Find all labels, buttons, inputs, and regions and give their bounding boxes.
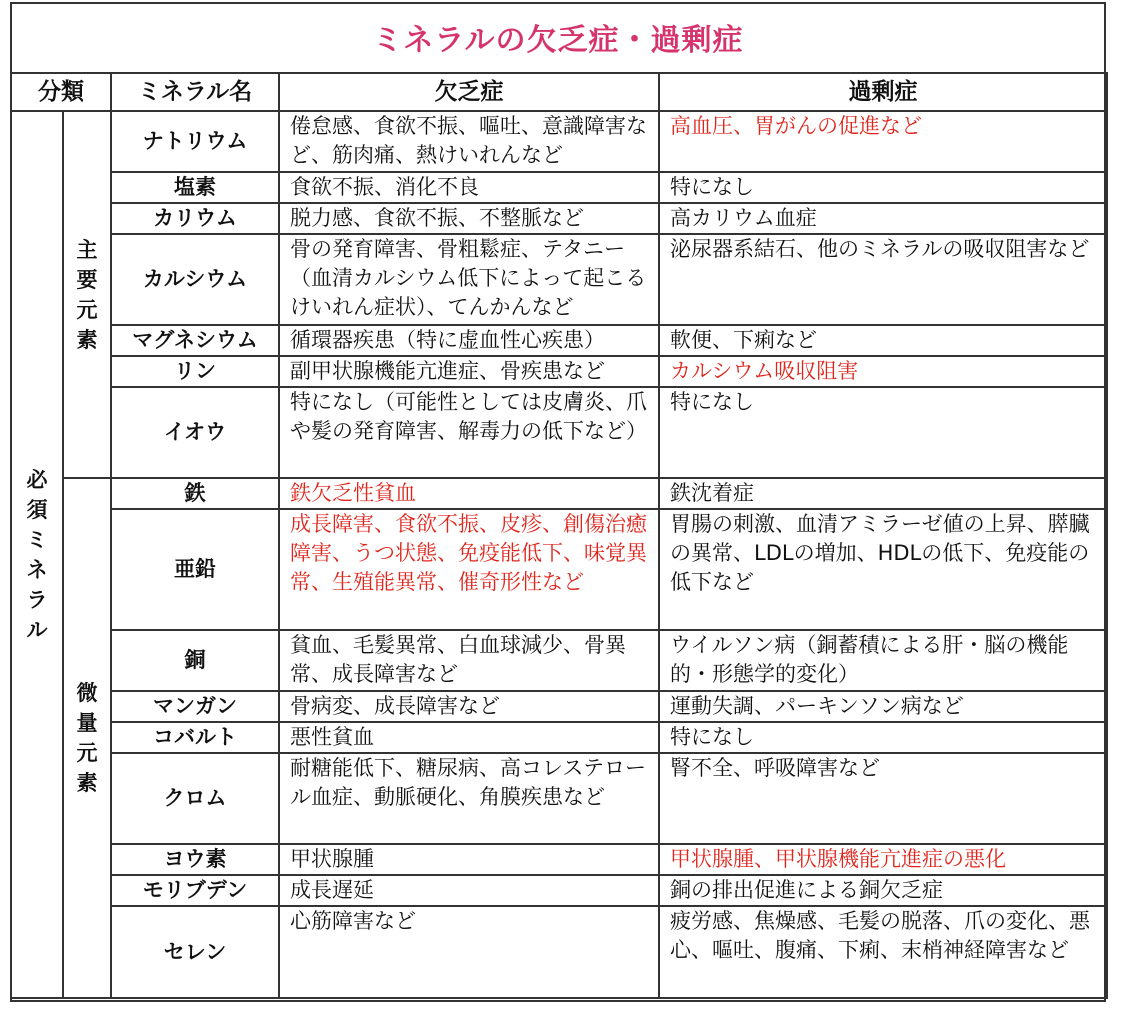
excess-cell: カルシウム吸収阻害 (659, 356, 1107, 387)
excess-cell: 特になし (659, 387, 1107, 478)
table-row (11, 111, 1107, 172)
excess-cell: 特になし (659, 172, 1107, 203)
mineral-table (10, 72, 1108, 999)
mineral-name: マグネシウム (111, 325, 279, 356)
excess-cell: ウイルソン病（銅蓄積による肝・脳の機能的・形態学的変化） (659, 630, 1107, 691)
excess-cell: 鉄沈着症 (659, 478, 1107, 509)
table-row (11, 844, 1107, 875)
deficiency-cell: 心筋障害など (279, 906, 659, 998)
table-row (11, 478, 1107, 509)
header-deficiency: 欠乏症 (279, 73, 659, 111)
deficiency-cell: 脱力感、食欲不振、不整脈など (279, 203, 659, 234)
excess-cell: 高血圧、胃がんの促進など (659, 111, 1107, 172)
excess-cell: 甲状腺腫、甲状腺機能亢進症の悪化 (659, 844, 1107, 875)
table-row (11, 509, 1107, 630)
deficiency-cell: 成長遅延 (279, 875, 659, 906)
table-row (11, 875, 1107, 906)
table-row (11, 172, 1107, 203)
mineral-name: イオウ (111, 387, 279, 478)
mineral-name: カリウム (111, 203, 279, 234)
excess-cell: 疲労感、焦燥感、毛髪の脱落、爪の変化、悪心、嘔吐、腹痛、下痢、末梢神経障害など (659, 906, 1107, 998)
deficiency-cell: 倦怠感、食欲不振、嘔吐、意識障害など、筋肉痛、熱けいれんなど (279, 111, 659, 172)
mineral-name: 鉄 (111, 478, 279, 509)
deficiency-cell: 貧血、毛髪異常、白血球減少、骨異常、成長障害など (279, 630, 659, 691)
mineral-name: コバルト (111, 722, 279, 753)
excess-cell: 銅の排出促進による銅欠乏症 (659, 875, 1107, 906)
table-row (11, 325, 1107, 356)
table-row (11, 234, 1107, 325)
excess-cell: 腎不全、呼吸障害など (659, 753, 1107, 844)
table-row (11, 203, 1107, 234)
header-excess: 過剰症 (659, 73, 1107, 111)
excess-cell: 特になし (659, 722, 1107, 753)
mineral-name: ヨウ素 (111, 844, 279, 875)
mineral-name: 塩素 (111, 172, 279, 203)
deficiency-cell: 悪性貧血 (279, 722, 659, 753)
group-essential: 必須ミネラル (11, 111, 63, 998)
table-row (11, 753, 1107, 844)
header-category: 分類 (11, 73, 111, 111)
deficiency-cell: 副甲状腺機能亢進症、骨疾患など (279, 356, 659, 387)
mineral-name: クロム (111, 753, 279, 844)
table-row (11, 387, 1107, 478)
deficiency-cell: 骨病変、成長障害など (279, 691, 659, 722)
deficiency-cell: 甲状腺腫 (279, 844, 659, 875)
table-row (11, 722, 1107, 753)
mineral-name: カルシウム (111, 234, 279, 325)
table-row (11, 356, 1107, 387)
deficiency-cell: 食欲不振、消化不良 (279, 172, 659, 203)
table-row (11, 630, 1107, 691)
page-title: ミネラルの欠乏症・過剰症 (372, 23, 744, 58)
header-mineral: ミネラル名 (111, 73, 279, 111)
group-major: 主要元素 (63, 111, 111, 478)
excess-cell: 運動失調、パーキンソン病など (659, 691, 1107, 722)
deficiency-cell: 特になし（可能性としては皮膚炎、爪や髪の発育障害、解毒力の低下など） (279, 387, 659, 478)
header-row (11, 73, 1107, 111)
excess-cell: 泌尿器系結石、他のミネラルの吸収阻害など (659, 234, 1107, 325)
mineral-name: セレン (111, 906, 279, 998)
mineral-name: 亜鉛 (111, 509, 279, 630)
mineral-name: ナトリウム (111, 111, 279, 172)
deficiency-cell: 循環器疾患（特に虚血性心疾患） (279, 325, 659, 356)
mineral-name: リン (111, 356, 279, 387)
deficiency-cell: 成長障害、食欲不振、皮疹、創傷治癒障害、うつ状態、免疫能低下、味覚異常、生殖能異常、催奇形性など (279, 509, 659, 630)
deficiency-cell: 鉄欠乏性貧血 (279, 478, 659, 509)
table-row (11, 691, 1107, 722)
excess-cell: 高カリウム血症 (659, 203, 1107, 234)
group-trace: 微量元素 (63, 478, 111, 998)
mineral-name: モリブデン (111, 875, 279, 906)
excess-cell: 胃腸の刺激、血清アミラーゼ値の上昇、膵臓の異常、LDLの増加、HDLの低下、免疫能の低下など (659, 509, 1107, 630)
deficiency-cell: 骨の発育障害、骨粗鬆症、テタニー（血清カルシウム低下によって起こるけいれん症状）、てんかんなど (279, 234, 659, 325)
mineral-name: 銅 (111, 630, 279, 691)
excess-cell: 軟便、下痢など (659, 325, 1107, 356)
mineral-name: マンガン (111, 691, 279, 722)
deficiency-cell: 耐糖能低下、糖尿病、高コレステロール血症、動脈硬化、角膜疾患など (279, 753, 659, 844)
table-row (11, 906, 1107, 998)
